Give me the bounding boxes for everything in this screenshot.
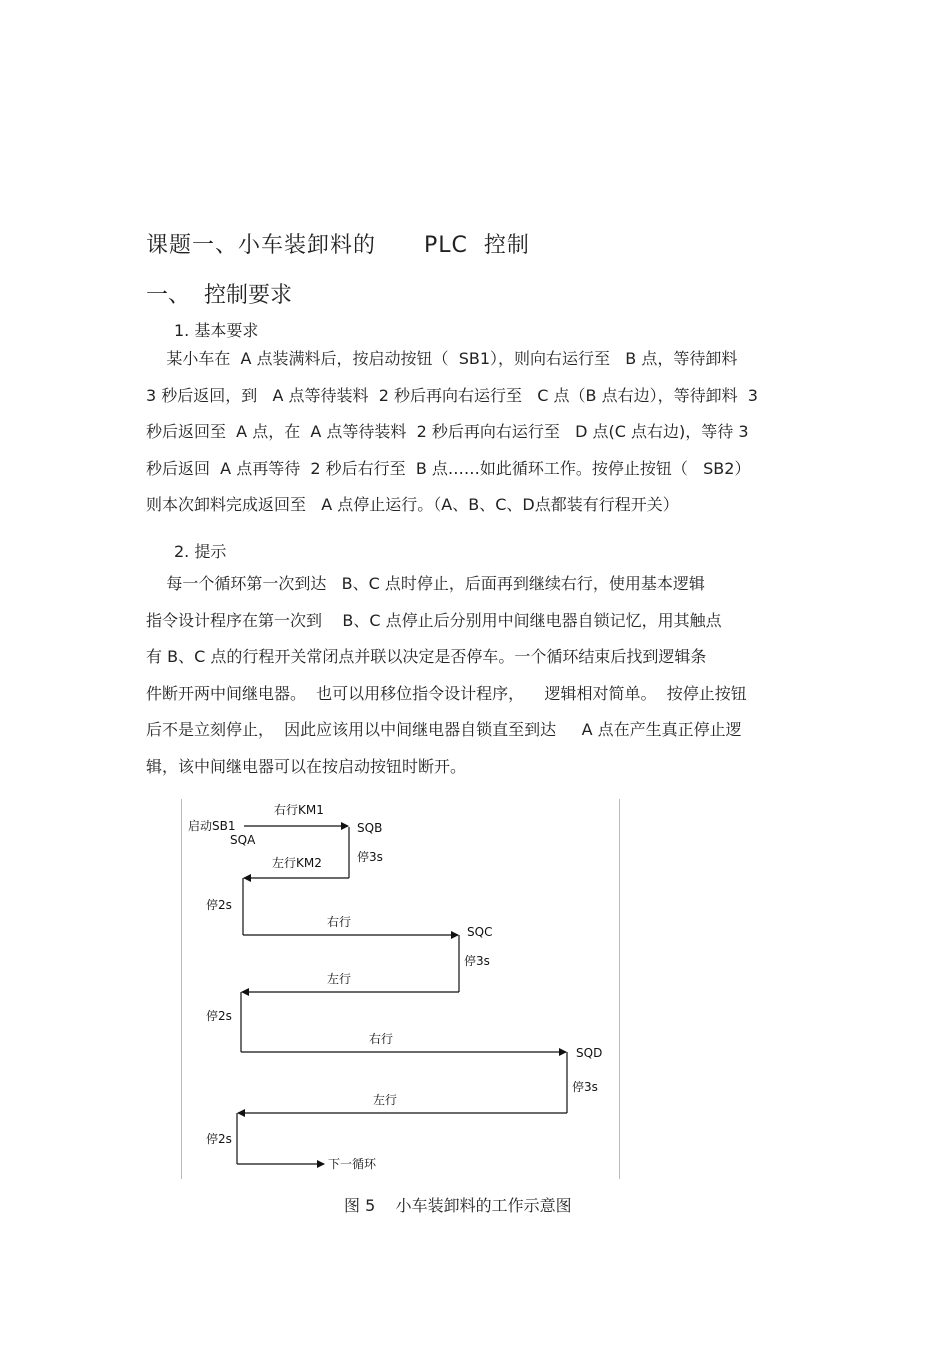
label-sqd: SQD — [576, 1046, 603, 1060]
label-stop3-2: 停3s — [464, 954, 490, 968]
basic-requirements-paragraph — [146, 341, 826, 524]
paragraph-line: 指令设计程序在第一次到 B、C 点停止后分别用中间继电器自锁记忆，用其触点 — [146, 610, 722, 630]
label-start: 启动SB1 — [188, 819, 236, 833]
hint-paragraph — [146, 566, 826, 786]
label-left-3: 左行 — [373, 1093, 398, 1107]
section-heading: 一、 控制要求 — [146, 283, 292, 308]
label-sqc: SQC — [467, 925, 493, 939]
label-sqb: SQB — [357, 821, 383, 835]
paragraph-line: 件断开两中间继电器。 也可以用移位指令设计程序， 逻辑相对简单。 按停止按钮 — [146, 683, 747, 703]
paragraph-line: 秒后返回至 A 点，在 A 点等待装料 2 秒后再向右运行至 D 点(C 点右边)，等待 3 — [146, 422, 749, 442]
paragraph-line: 辑，该中间继电器可以在按启动按钮时断开。 — [146, 756, 467, 776]
cart-workflow-diagram — [181, 799, 620, 1179]
paragraph-line: 每一个循环第一次到达 B、C 点时停止，后面再到继续右行，使用基本逻辑 — [146, 574, 705, 593]
label-right-km1: 右行KM1 — [274, 803, 324, 817]
page-title: 课题一、小车装卸料的 PLC 控制 — [146, 233, 530, 258]
paragraph-line: 秒后返回 A 点再等待 2 秒后右行至 B 点……如此循环工作。按停止按钮（ SB2） — [146, 458, 751, 478]
label-sqa: SQA — [230, 833, 256, 847]
label-stop3-3: 停3s — [572, 1080, 598, 1094]
diagram-svg — [182, 799, 619, 1179]
label-stop2-1: 停2s — [206, 898, 232, 912]
hint-heading: 2. 提示 — [174, 542, 227, 561]
label-stop2-2: 停2s — [206, 1009, 232, 1023]
paragraph-line: 3 秒后返回，到 A 点等待装料 2 秒后再向右运行至 C 点（B 点右边），等待卸料 3 — [146, 385, 758, 405]
paragraph-line: 则本次卸料完成返回至 A 点停止运行。（A、B、C、D点都装有行程开关） — [146, 495, 679, 515]
paragraph-line: 某小车在 A 点装满料后，按启动按钮（ SB1），则向右运行至 B 点，等待卸料 — [146, 349, 738, 368]
label-stop3-1: 停3s — [357, 850, 383, 864]
figure-caption: 图 5 小车装卸料的工作示意图 — [344, 1196, 572, 1215]
label-left-km2: 左行KM2 — [272, 856, 322, 870]
label-stop2-3: 停2s — [206, 1132, 232, 1146]
paragraph-line: 有 B、C 点的行程开关常闭点并联以决定是否停车。一个循环结束后找到逻辑条 — [146, 647, 707, 667]
basic-requirements-heading: 1. 基本要求 — [174, 321, 259, 340]
label-right-2: 右行 — [327, 915, 352, 929]
label-right-3: 右行 — [369, 1032, 394, 1046]
label-left-2: 左行 — [327, 972, 352, 986]
label-next-cycle: 下一循环 — [328, 1157, 377, 1171]
paragraph-line: 后不是立刻停止， 因此应该用以中间继电器自锁直至到达 A 点在产生真正停止逻 — [146, 720, 742, 740]
